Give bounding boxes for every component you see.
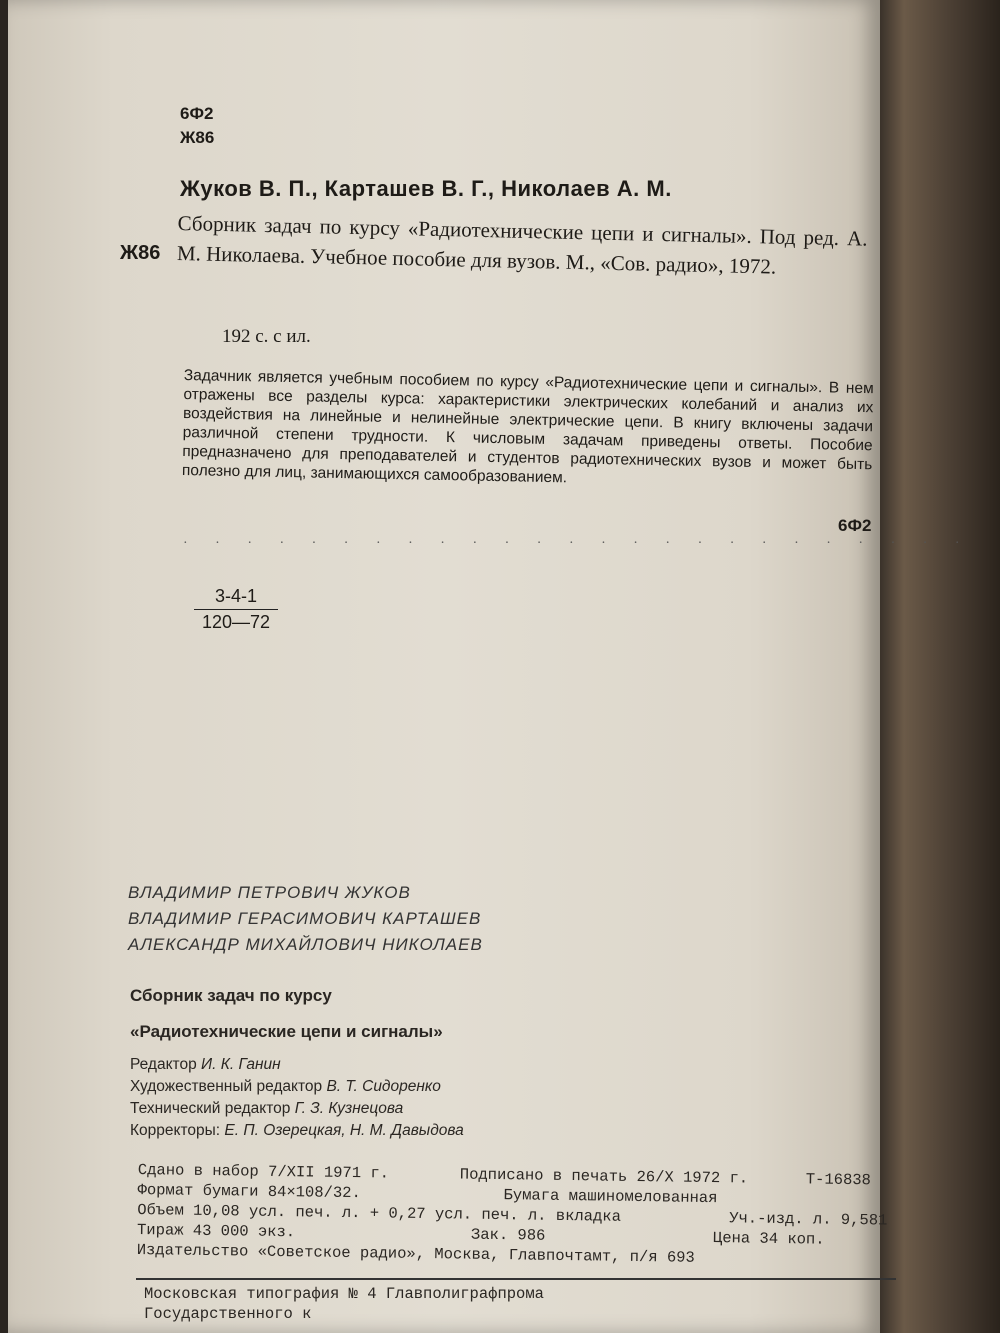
book-title [130, 978, 443, 1050]
udc-line-2: Ж86 [180, 128, 215, 147]
imprint-format: Формат бумаги 84×108/32. [137, 1180, 361, 1203]
credit-row [130, 1098, 464, 1120]
credit-name: И. К. Ганин [201, 1056, 281, 1073]
credit-role: Художественный редактор [130, 1078, 323, 1095]
imprint-volume: Объем 10,08 усл. печ. л. + 0,27 усл. печ. л. вкладка [137, 1200, 622, 1226]
author-name: ВЛАДИМИР ПЕТРОВИЧ ЖУКОВ [128, 883, 411, 902]
credit-row [130, 1120, 464, 1142]
credit-role: Технический редактор [130, 1100, 291, 1117]
code-denominator: 120—72 [201, 612, 271, 632]
udc-index [180, 102, 214, 150]
imprint-block [137, 1160, 898, 1271]
imprint-tcode: Т-16838 [805, 1170, 872, 1190]
imprint-edsheets: Уч.-изд. л. 9,581 [729, 1209, 888, 1230]
bibliographic-entry [177, 208, 868, 284]
printer-line-1: Московская типография № 4 Главполиграфпрома [144, 1285, 544, 1303]
page-count: 192 с. с ил. [222, 326, 311, 347]
editorial-credits [130, 1054, 464, 1142]
udc-line-1: 6Ф2 [180, 104, 214, 123]
entry-margin-code: Ж86 [120, 242, 161, 264]
credit-name: Г. З. Кузнецова [294, 1100, 404, 1117]
publisher-code-fraction [194, 586, 278, 633]
author-full-names [128, 880, 483, 958]
imprint-publisher: Издательство «Советское радио», Москва, Главпочтамт, п/я 693 [136, 1240, 695, 1267]
imprint-sent: Сдано в набор 7/XII 1971 г. [137, 1160, 390, 1183]
author-name: ВЛАДИМИР ГЕРАСИМОВИЧ КАРТАШЕВ [128, 909, 482, 928]
imprint-signed: Подписано в печать 26/X 1972 г. [459, 1165, 749, 1188]
bibliographic-text: Сборник задач по курсу «Радиотехнические цепи и сигналы». Под ред. А. М. Николаева. Учебное пособие для вузов. М., «Сов. радио», 1972. [176, 210, 868, 279]
annotation-text: Задачник является учебным пособием по курсу «Радиотехнические цепи и сигналы». В нем отражены все разделы курса: характеристики электрических колебаний и анализ их воздействия на линейные и нелинейные электрические цепи. В книгу включены задачи различной степени трудности. К числовым задачам приведены ответы. Пособие предназначено для преподавателей и студентов радиотехнических вузов и может быть полезно для лиц, занимающихся самообразованием. [181, 366, 874, 487]
credit-name: В. Т. Сидоренко [326, 1078, 441, 1095]
dotted-separator: · · · · · · · · · · · · · · · · · · · · · · · · · [183, 536, 972, 551]
credit-row [130, 1054, 464, 1076]
book-title-line-2: «Радиотехнические цепи и сигналы» [130, 1022, 443, 1041]
imprint-divider [136, 1278, 896, 1280]
credit-name: Е. П. Озерецкая, Н. М. Давыдова [224, 1122, 464, 1139]
author-name: АЛЕКСАНДР МИХАЙЛОВИЧ НИКОЛАЕВ [128, 935, 483, 954]
book-spine [880, 0, 1000, 1333]
credit-row [130, 1076, 464, 1098]
imprint-order: Зак. 986 [470, 1225, 546, 1245]
annotation-index: 6Ф2 [838, 516, 872, 535]
code-numerator: 3-4-1 [194, 586, 278, 610]
imprint-paper: Бумага машиномелованная [503, 1186, 718, 1208]
imprint-run: Тираж 43 000 экз. [136, 1220, 296, 1242]
printer-info [144, 1284, 544, 1324]
printer-line-2: Государственного к [144, 1305, 312, 1323]
imprint-price: Цена 34 коп. [712, 1229, 825, 1249]
book-title-line-1: Сборник задач по курсу [130, 986, 332, 1005]
annotation [182, 366, 874, 493]
credit-role: Редактор [130, 1056, 197, 1073]
credit-role: Корректоры: [130, 1122, 221, 1139]
book-page [8, 0, 972, 1333]
entry-authors: Жуков В. П., Карташев В. Г., Николаев А. М. [180, 176, 672, 201]
